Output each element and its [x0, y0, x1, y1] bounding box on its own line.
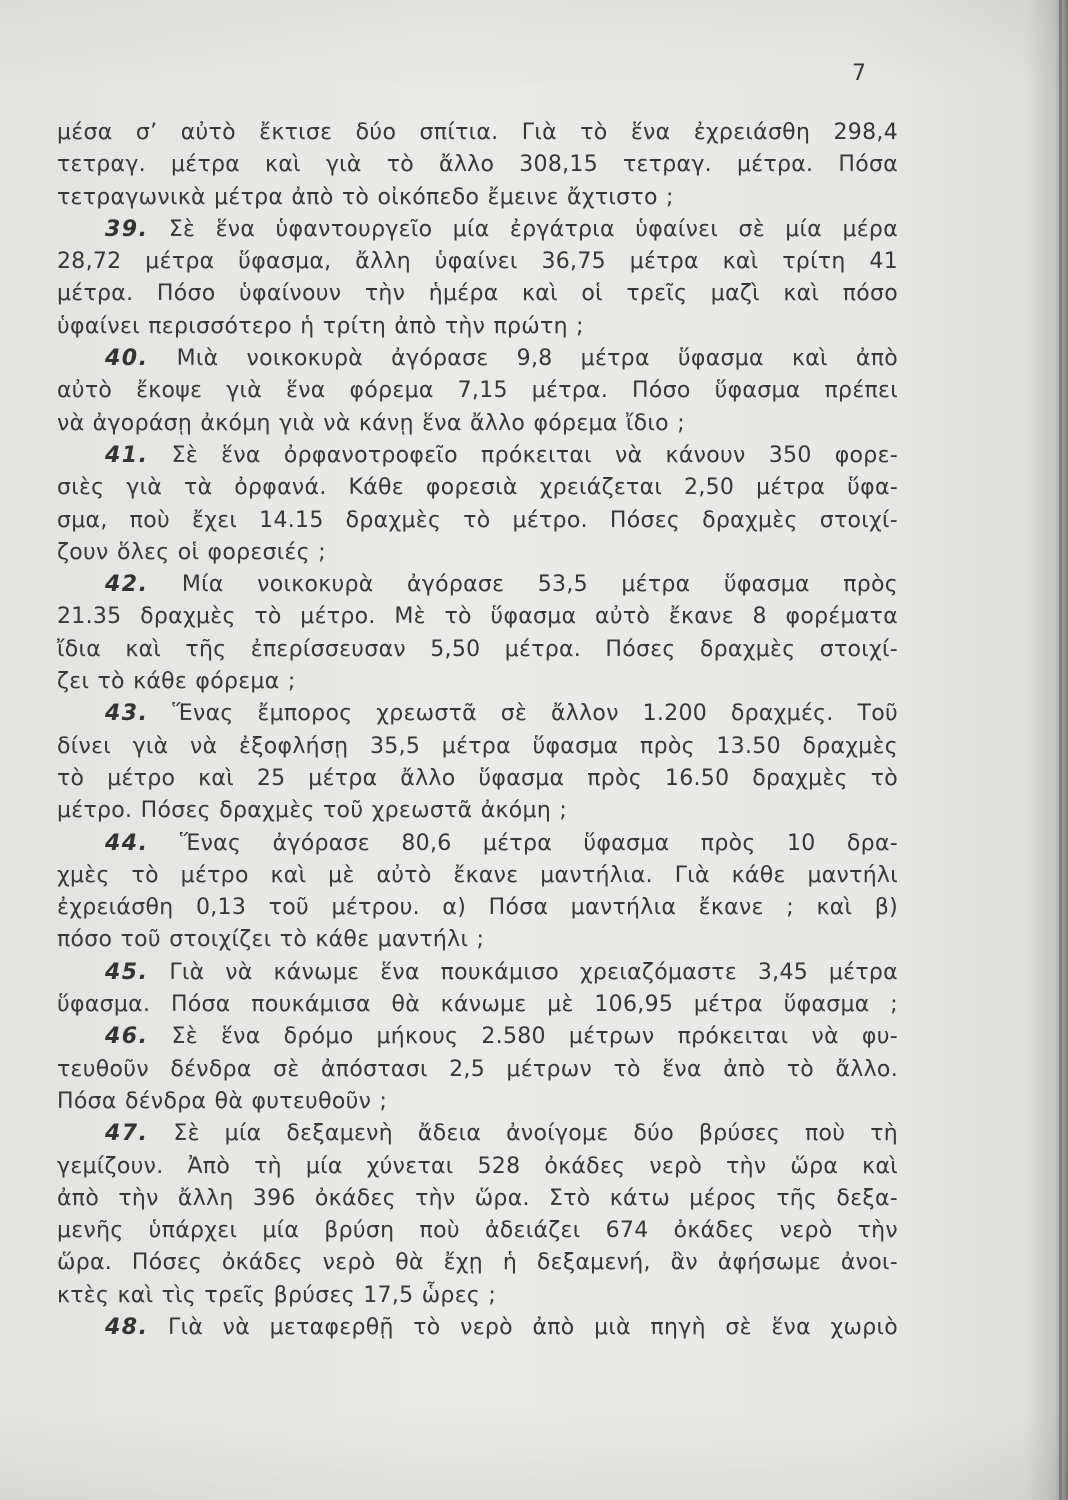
text-line: νὰ ἀγοράσῃ ἀκόμη γιὰ νὰ κάνῃ ἕνα ἄλλο φόρεμα ἴδιο ; — [57, 410, 685, 436]
problem-number: 46. — [105, 1024, 149, 1050]
text-line: τὸ μέτρο καὶ 25 μέτρα ἄλλο ὕφασμα πρὸς 16.50 δραχμὲς τὸ — [57, 765, 898, 791]
text-line: ἀπὸ τὴν ἄλλη 396 ὀκάδες τὴν ὥρα. Στὸ κάτω μέρος τῆς δεξα- — [57, 1185, 898, 1211]
text-segment: Σὲ ἕνα ὀρφανοτροφεῖο πρόκειται νὰ κάνουν 350 φορε- — [171, 442, 898, 468]
text-line: γεμίζουν. Ἀπὸ τὴ μία χύνεται 528 ὀκάδες νερὸ τὴν ὥρα καὶ — [57, 1153, 898, 1179]
text-segment: Σὲ μία δεξαμενὴ ἄδεια ἀνοίγομε δύο βρύσες ποὺ τὴ — [173, 1121, 898, 1147]
problem-43 — [57, 698, 898, 827]
text-line — [57, 828, 898, 860]
text-line — [57, 1118, 898, 1150]
text-line: χμὲς τὸ μέτρο καὶ μὲ αὐτὸ ἔκανε μαντήλια. Γιὰ κάθε μαντήλι — [57, 862, 898, 888]
text-line: 28,72 μέτρα ὕφασμα, ἄλλη ὑφαίνει 36,75 μέτρα καὶ τρίτη 41 — [57, 249, 898, 275]
text-line: σιὲς γιὰ τὰ ὀρφανά. Κάθε φορεσιὰ χρειάζεται 2,50 μέτρα ὕφα- — [57, 475, 898, 501]
text-line — [57, 698, 898, 730]
text-line: μέσα σ’ αὐτὸ ἔκτισε δύο σπίτια. Γιὰ τὸ ἕνα ἐχρειάσθη 298,4 — [57, 120, 898, 145]
text-segment: Σὲ ἕνα ὑφαντουργεῖο μία ἐργάτρια ὑφαίνει σὲ μία μέρα — [168, 216, 898, 242]
problem-42 — [57, 569, 898, 698]
text-line: ὥρα. Πόσες ὀκάδες νερὸ θὰ ἔχῃ ἡ δεξαμενή, ἂν ἀφήσωμε ἀνοι- — [57, 1250, 898, 1276]
problem-number: 44. — [105, 830, 149, 856]
problem-number: 48. — [105, 1314, 149, 1340]
page-body — [57, 117, 898, 1344]
text-line: 21.35 δραχμὲς τὸ μέτρο. Μὲ τὸ ὕφασμα αὐτὸ ἔκανε 8 φορέματα — [57, 604, 898, 630]
problem-46 — [57, 1021, 898, 1118]
text-line — [57, 1021, 898, 1053]
text-line: μέτρα. Πόσο ὑφαίνουν τὴν ἡμέρα καὶ οἱ τρεῖς μαζὶ καὶ πόσο — [57, 281, 898, 307]
text-line — [57, 440, 898, 472]
problem-number: 40. — [105, 346, 149, 372]
text-line: μέτρο. Πόσες δραχμὲς τοῦ χρεωστᾶ ἀκόμη ; — [57, 798, 568, 824]
text-line: τευθοῦν δένδρα σὲ ἀπόστασι 2,5 μέτρων τὸ ἕνα ἀπὸ τὸ ἄλλο. — [57, 1056, 898, 1082]
text-segment: Ἕνας ἔμπορος χρεωστᾶ σὲ ἄλλον 1.200 δραχμές. Τοῦ — [172, 701, 898, 727]
problem-number: 39. — [105, 216, 149, 242]
text-line: ζουν ὅλες οἱ φορεσιές ; — [57, 539, 326, 565]
problem-number: 45. — [105, 959, 149, 985]
text-segment: Μιὰ νοικοκυρὰ ἀγόρασε 9,8 μέτρα ὕφασμα καὶ ἀπὸ — [176, 346, 898, 372]
text-line — [57, 957, 898, 989]
text-segment: Σὲ ἕνα δρόμο μήκους 2.580 μέτρων πρόκειται νὰ φυ- — [171, 1024, 898, 1050]
text-segment: Ἕνας ἀγόρασε 80,6 μέτρα ὕφασμα πρὸς 10 δρα- — [179, 830, 898, 856]
text-line: αὐτὸ ἔκοψε γιὰ ἕνα φόρεμα 7,15 μέτρα. Πόσο ὕφασμα πρέπει — [57, 378, 898, 404]
problem-44 — [57, 828, 898, 957]
text-line: ἴδια καὶ τῆς ἐπερίσσευσαν 5,50 μέτρα. Πόσες δραχμὲς στοιχί- — [57, 636, 898, 662]
text-line: μενῆς ὑπάρχει μία βρύση ποὺ ἀδειάζει 674 ὀκάδες νερὸ τὴν — [57, 1218, 898, 1244]
problem-39 — [57, 214, 898, 343]
text-line: σμα, ποὺ ἔχει 14.15 δραχμὲς τὸ μέτρο. Πόσες δραχμὲς στοιχί- — [57, 507, 898, 533]
text-line: κτὲς καὶ τὶς τρεῖς βρύσες 17,5 ὧρες ; — [57, 1282, 497, 1308]
page-number: 7 — [852, 61, 866, 86]
text-line: δίνει γιὰ νὰ ἐξοφλήσῃ 35,5 μέτρα ὕφασμα πρὸς 13.50 δραχμὲς — [57, 733, 898, 759]
problem-number: 47. — [105, 1121, 149, 1147]
text-line — [57, 214, 898, 246]
text-line: τετραγωνικὰ μέτρα ἀπὸ τὸ οἰκόπεδο ἔμεινε ἄχτιστο ; — [57, 184, 674, 210]
problem-45 — [57, 957, 898, 1022]
paragraph-continuation — [57, 117, 898, 214]
text-line: ὑφαίνει περισσότερο ἡ τρίτη ἀπὸ τὴν πρώτη ; — [57, 313, 584, 339]
problem-number: 43. — [105, 701, 149, 727]
page-edge-shadow — [1059, 0, 1062, 1500]
text-line — [57, 569, 898, 601]
text-line: τετραγ. μέτρα καὶ γιὰ τὸ ἄλλο 308,15 τετραγ. μέτρα. Πόσα — [57, 152, 898, 178]
text-line — [57, 1312, 898, 1344]
text-line: πόσο τοῦ στοιχίζει τὸ κάθε μαντήλι ; — [57, 927, 485, 953]
text-line: ζει τὸ κάθε φόρεμα ; — [57, 669, 296, 695]
problem-40 — [57, 343, 898, 440]
text-line: ἐχρειάσθη 0,13 τοῦ μέτρου. α) Πόσα μαντήλια ἔκανε ; καὶ β) — [57, 895, 898, 921]
text-line — [57, 343, 898, 375]
problem-48 — [57, 1312, 898, 1344]
text-segment: Μία νοικοκυρὰ ἀγόρασε 53,5 μέτρα ὕφασμα πρὸς — [181, 572, 898, 598]
text-segment: Γιὰ νὰ μεταφερθῇ τὸ νερὸ ἀπὸ μιὰ πηγὴ σὲ ἕνα χωριὸ — [168, 1314, 898, 1340]
problem-47 — [57, 1118, 898, 1312]
text-line: ὕφασμα. Πόσα πουκάμισα θὰ κάνωμε μὲ 106,95 μέτρα ὕφασμα ; — [57, 992, 898, 1018]
problem-number: 41. — [105, 442, 149, 468]
text-segment: Γιὰ νὰ κάνωμε ἕνα πουκάμισο χρειαζόμαστε 3,45 μέτρα — [169, 959, 898, 985]
problem-number: 42. — [105, 572, 149, 598]
problem-41 — [57, 440, 898, 569]
text-line: Πόσα δένδρα θὰ φυτευθοῦν ; — [57, 1088, 388, 1114]
